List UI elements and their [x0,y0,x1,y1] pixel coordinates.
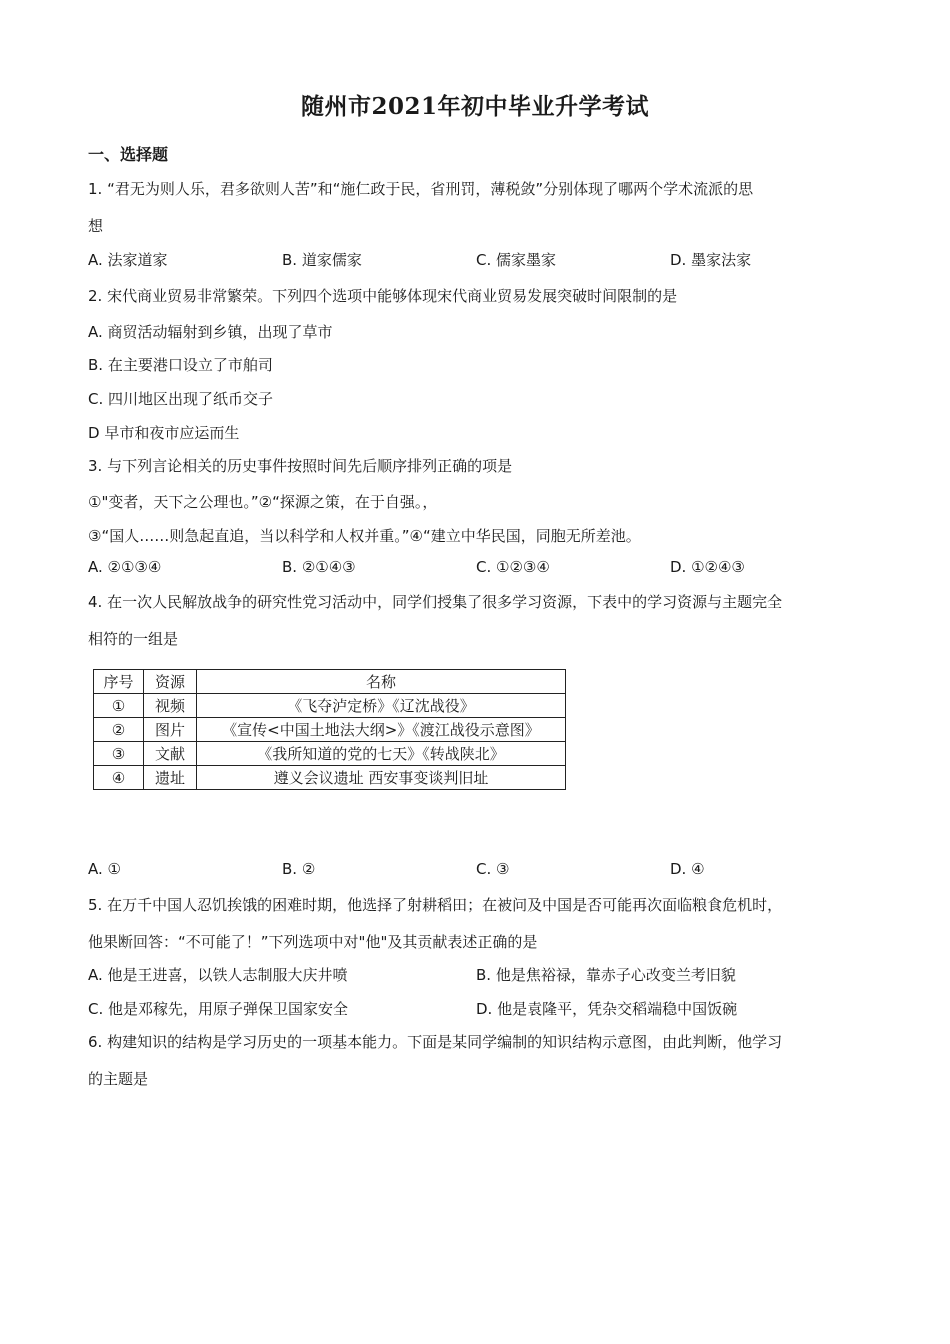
q5-stem-cont: 他果断回答：“不可能了！”下列选项中对"他"及其贡献表述正确的是 [88,933,538,951]
q4-option-d: D. ④ [670,860,705,878]
table-row [94,742,566,766]
q1-option-d: D. 墨家法家 [670,251,752,269]
row-name: 《宣传<中国土地法大纲>》《渡江战役示意图》 [197,718,566,742]
row-index: ② [94,718,144,742]
q3-stem: 3. 与下列言论相关的历史事件按照时间先后顺序排列正确的项是 [88,457,513,475]
row-resource: 遗址 [144,766,197,790]
q3-option-d: D. ①②④③ [670,558,745,576]
q3-quote-1-2: ①"变者，天下之公理也。”②“探源之策，在于自强。， [88,493,438,511]
q3-option-b: B. ②①④③ [282,558,356,576]
row-resource: 文献 [144,742,197,766]
q4-option-a: A. ① [88,860,121,878]
q3-option-a: A. ②①③④ [88,558,162,576]
row-index: ③ [94,742,144,766]
q4-option-c: C. ③ [476,860,510,878]
q5-stem: 5. 在万千中国人忍饥挨饿的困难时期，他选择了射耕稻田；在被问及中国是否可能再次面临粮食危机时， [88,896,783,914]
q5-option-d: D. 他是袁隆平，凭杂交稻端稳中国饭碗 [476,1000,738,1018]
header-index: 序号 [94,670,144,694]
q6-stem: 6. 构建知识的结构是学习历史的一项基本能力。下面是某同学编制的知识结构示意图，由此判断，他学习 [88,1033,783,1051]
q2-option-c: C. 四川地区出现了纸币交子 [88,390,274,408]
row-index: ④ [94,766,144,790]
table-row [94,718,566,742]
q2-option-b: B. 在主要港口设立了市舶司 [88,356,273,374]
table-row [94,766,566,790]
q4-stem: 4. 在一次人民解放战争的研究性党习活动中，同学们授集了很多学习资源，下表中的学习资源与主题完全 [88,593,783,611]
q1-option-b: B. 道家儒家 [282,251,362,269]
q5-option-c: C. 他是邓稼先，用原子弹保卫国家安全 [88,1000,349,1018]
q3-quote-3-4: ③“国人……则急起直追，当以科学和人权并重。”④“建立中华民国，同胞无所差池。 [88,527,641,545]
q2-option-a: A. 商贸活动辐射到乡镇，出现了草市 [88,323,333,341]
resource-table [93,669,566,790]
table-header-row [94,670,566,694]
q1-option-c: C. 儒家墨家 [476,251,557,269]
row-resource: 图片 [144,718,197,742]
row-name: 《我所知道的党的七天》《转战陕北》 [197,742,566,766]
q2-option-d: D 早市和夜市应运而生 [88,424,240,442]
row-name: 遵义会议遗址 西安事变谈判旧址 [197,766,566,790]
q6-stem-cont: 的主题是 [88,1070,149,1088]
q4-stem-cont: 相符的一组是 [88,630,179,648]
header-resource: 资源 [144,670,197,694]
exam-title: 随州市2021年初中毕业升学考试 [300,93,649,120]
row-name: 《飞夺泸定桥》《辽沈战役》 [197,694,566,718]
q3-option-c: C. ①②③④ [476,558,550,576]
q5-option-a: A. 他是王进喜，以铁人志制服大庆井喷 [88,966,348,984]
header-name: 名称 [197,670,566,694]
row-index: ① [94,694,144,718]
row-resource: 视频 [144,694,197,718]
section-heading: 一、选择题 [88,145,169,164]
q4-option-b: B. ② [282,860,316,878]
q1-option-a: A. 法家道家 [88,251,168,269]
q1-stem: 1. “君无为则人乐，君多欲则人苦”和“施仁政于民，省刑罚，薄税敛”分别体现了哪两个学术流派的思 [88,180,754,198]
table-row [94,694,566,718]
q1-stem-cont: 想 [88,217,104,235]
q5-option-b: B. 他是焦裕禄，靠赤子心改变兰考旧貌 [476,966,736,984]
q2-stem: 2. 宋代商业贸易非常繁荣。下列四个选项中能够体现宋代商业贸易发展突破时间限制的是 [88,287,678,305]
